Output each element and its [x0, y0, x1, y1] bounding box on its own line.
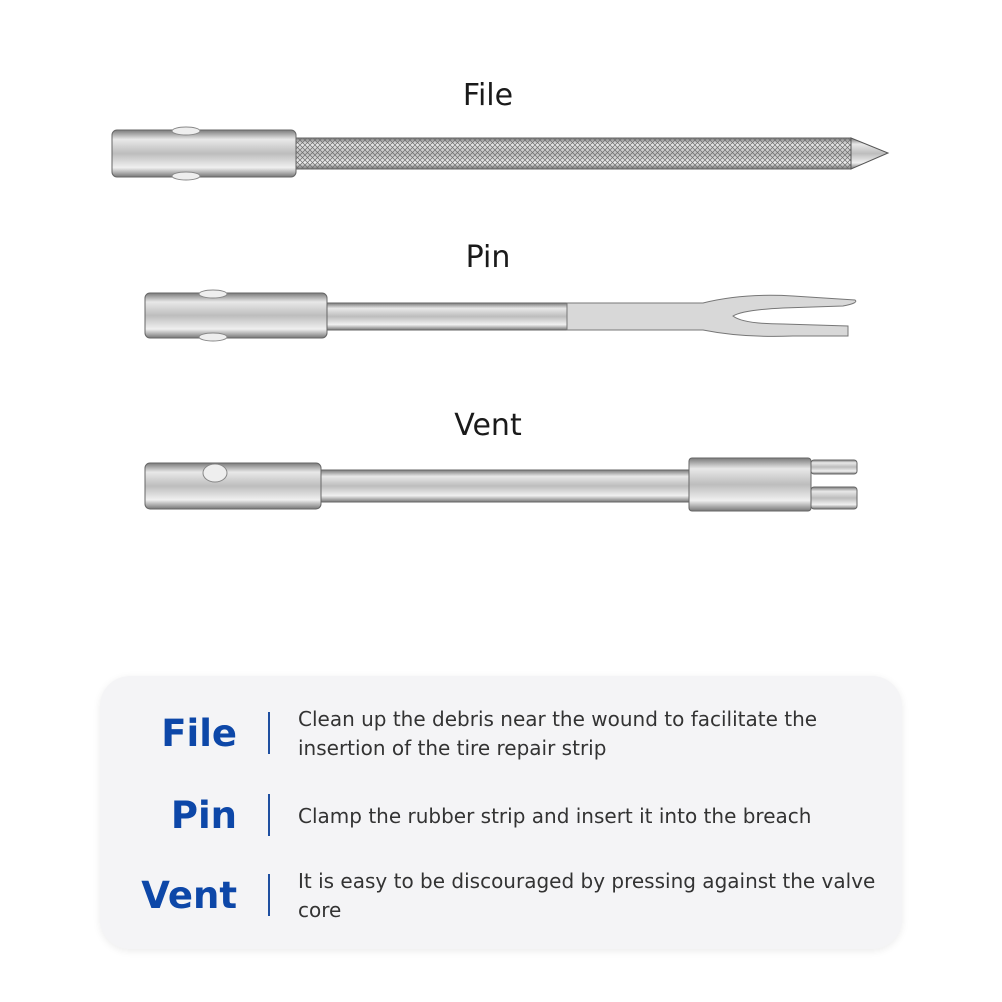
- file-tool-image: [110, 125, 900, 185]
- divider: [268, 794, 270, 836]
- vent-tool-image: [143, 455, 863, 515]
- info-row-pin: [100, 786, 902, 846]
- divider: [268, 712, 270, 754]
- pin-tool-image: [143, 288, 863, 344]
- row-description: It is easy to be discouraged by pressing against the valve core: [298, 869, 876, 922]
- row-name: Pin: [170, 794, 237, 837]
- row-name: File: [161, 712, 237, 755]
- info-row-file: [100, 704, 902, 764]
- vent-label: Vent: [454, 408, 522, 443]
- info-card: [100, 676, 902, 949]
- divider: [268, 874, 270, 916]
- row-description: Clamp the rubber strip and insert it into the breach: [298, 803, 812, 828]
- pin-label: Pin: [465, 240, 511, 275]
- file-label: File: [462, 78, 514, 113]
- info-row-vent: [100, 866, 902, 926]
- row-description: Clean up the debris near the wound to facilitate the insertion of the tire repair strip: [298, 707, 818, 760]
- row-name: Vent: [141, 874, 237, 917]
